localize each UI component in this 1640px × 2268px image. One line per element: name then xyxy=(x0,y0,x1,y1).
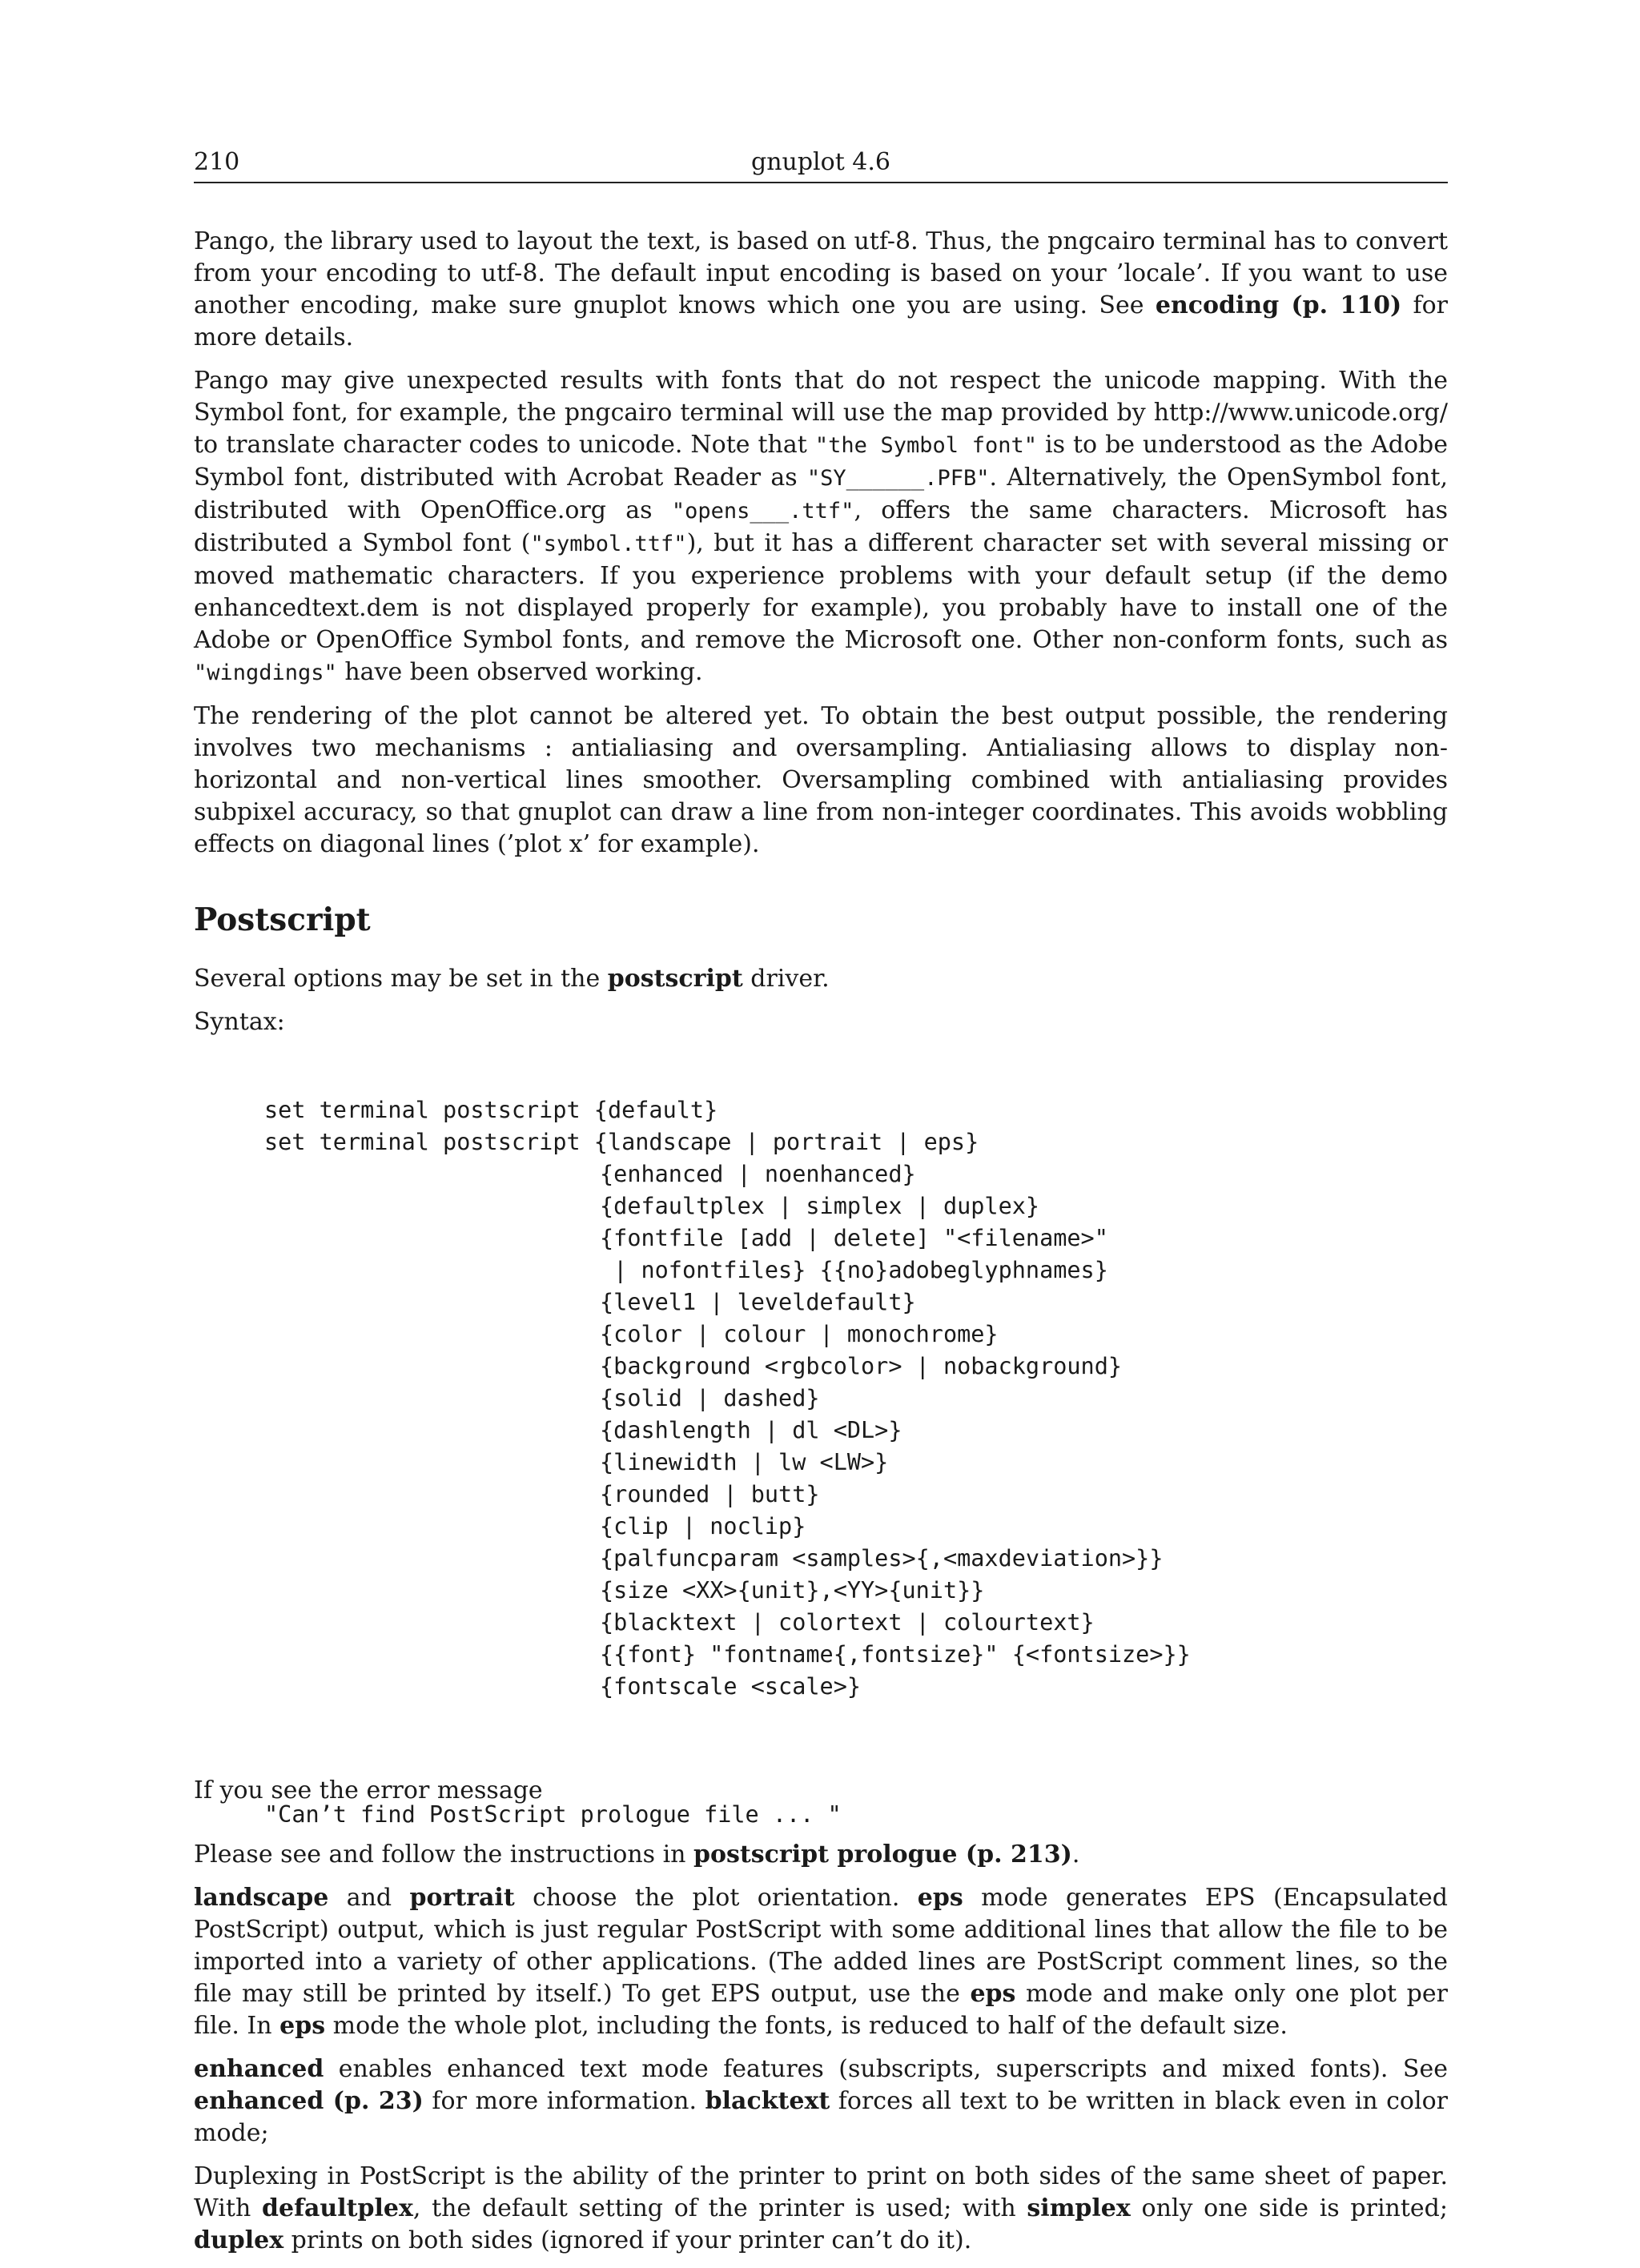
code-line: | nofontfiles} {{no}adobeglyphnames} xyxy=(600,1257,1108,1283)
keyword-eps: eps xyxy=(279,2012,326,2040)
text: Pango, the library used to layout the text, is based on utf-8. Thus, the pngcairo terminal has to convert from your encoding to utf-8. The default input encoding is based on your ’locale’. If you want to use another encoding, make sure gnuplot knows which one you are using. See xyxy=(194,227,1448,319)
section-heading: Postscript xyxy=(194,901,371,938)
keyword-postscript: postscript xyxy=(607,965,743,993)
text: forces all text to be written in black even in color mode; xyxy=(194,2087,1448,2147)
page-number: 210 xyxy=(194,148,240,176)
paragraph-enhanced xyxy=(194,2053,1448,2150)
text: for more information. xyxy=(423,2087,705,2115)
code-line: {fontscale <scale>} xyxy=(600,1673,862,1700)
keyword-duplex: duplex xyxy=(194,2226,284,2254)
text: mode generates EPS (Encapsulated PostScript) output, which is just regular PostScript with some additional lines that allow the file to be imported into a variety of other applications. (The added lines are PostScript comment lines, so the file may still be printed by itself.) To get EPS output, use the xyxy=(194,1884,1449,2008)
paragraph-symbol-font xyxy=(194,365,1448,689)
code-line: "Can’t find PostScript prologue file ... " xyxy=(264,1801,842,1828)
text: . xyxy=(1071,1840,1080,1869)
code-line: {size <XX>{unit},<YY>{unit}} xyxy=(600,1577,985,1604)
text: only one side is printed; xyxy=(1130,2194,1448,2222)
code-line: {solid | dashed} xyxy=(600,1385,820,1411)
code-line: {linewidth | lw <LW>} xyxy=(600,1449,889,1475)
text: Please see and follow the instructions in xyxy=(194,1840,694,1869)
code-line: {fontfile [add | delete] "<filename>" xyxy=(600,1225,1108,1251)
code-line: {rounded | butt} xyxy=(600,1481,820,1507)
keyword-defaultplex: defaultplex xyxy=(262,2194,413,2222)
text: prints on both sides (ignored if your printer can’t do it). xyxy=(283,2226,972,2254)
text: mode and make only one plot per file. In xyxy=(194,1980,1448,2040)
syntax-code-block xyxy=(264,1030,1448,1767)
cross-reference-encoding: encoding (p. 110) xyxy=(1155,291,1402,319)
text: Pango may give unexpected results with fonts that do not respect the unicode mapping. With the Symbol font, for example, the pngcairo terminal will use the map provided by http://www.unicode.org/ to translate character codes to unicode. Note that xyxy=(194,367,1448,459)
text: for more details. xyxy=(194,291,1449,351)
inline-code: "wingdings" xyxy=(194,660,337,685)
keyword-eps: eps xyxy=(970,1980,1016,2008)
cross-reference-prologue: postscript prologue (p. 213) xyxy=(693,1840,1072,1869)
code-line: {{font} "fontname{,fontsize}" {<fontsize>}} xyxy=(600,1641,1191,1668)
paragraph-intro xyxy=(194,963,1448,995)
code-line: {defaultplex | simplex | duplex} xyxy=(600,1193,1040,1219)
keyword-simplex: simplex xyxy=(1027,2194,1131,2222)
paragraph-rendering: The rendering of the plot cannot be altered yet. To obtain the best output possible, the rendering involves two mechanisms : antialiasing and oversampling. Antialiasing allows to display non-horizontal and non-vertical lines smoother. Oversampling combined with antialiasing provides subpixel accuracy, so that gnuplot can draw a line from non-integer coordinates. This avoids wobbling effects on diagonal lines (’plot x’ for example). xyxy=(194,702,1448,858)
text: mode the whole plot, including the fonts, is reduced to half of the default size. xyxy=(325,2012,1288,2040)
page-header xyxy=(194,147,1448,183)
paragraph-orientation xyxy=(194,1882,1448,2042)
inline-code: "symbol.ttf" xyxy=(530,532,687,556)
paragraph-prologue xyxy=(194,1839,1448,1871)
text: enables enhanced text mode features (subscripts, superscripts and mixed fonts). See xyxy=(324,2055,1448,2083)
code-line: {palfuncparam <samples>{,<maxdeviation>}} xyxy=(600,1545,1164,1572)
code-line: {level1 | leveldefault} xyxy=(600,1289,916,1315)
text: have been observed working. xyxy=(336,658,703,686)
code-line: {background <rgbcolor> | nobackground} xyxy=(600,1353,1123,1379)
code-line: {enhanced | noenhanced} xyxy=(600,1161,916,1187)
keyword-portrait: portrait xyxy=(409,1884,515,1912)
text: Several options may be set in the xyxy=(194,965,608,993)
text: . Alternatively, the OpenSymbol font, distributed with OpenOffice.org as xyxy=(194,464,1448,524)
text: choose the plot orientation. xyxy=(514,1884,918,1912)
inline-code: "opens___.ttf" xyxy=(671,499,854,524)
keyword-landscape: landscape xyxy=(194,1884,329,1912)
keyword-eps: eps xyxy=(917,1884,963,1912)
keyword-enhanced: enhanced xyxy=(194,2055,324,2083)
text: , the default setting of the printer is used; with xyxy=(412,2194,1027,2222)
text: driver. xyxy=(742,965,830,993)
inline-code: "the Symbol font" xyxy=(814,433,1038,458)
code-line: {blacktext | colortext | colourtext} xyxy=(600,1609,1095,1636)
text: and xyxy=(328,1884,410,1912)
text: ), but it has a different character set with several missing or moved mathematic characters. If you experience problems with your default setup (if the demo enhancedtext.dem is not displayed properly for example), you probably have to install one of the Adobe or OpenOffice Symbol fonts, and remove the Microsoft one. Other non-conform fonts, such as xyxy=(194,529,1448,654)
text: , offers the same characters. Microsoft has distributed a Symbol font ( xyxy=(194,496,1448,557)
code-line: {clip | noclip} xyxy=(600,1513,806,1539)
paragraph-pango-encoding xyxy=(194,226,1448,354)
error-intro: If you see the error message xyxy=(194,1776,543,1804)
code-line: set terminal postscript {default} xyxy=(264,1097,718,1123)
page-content xyxy=(194,226,1448,2268)
text: Duplexing in PostScript is the ability of the printer to print on both sides of the same sheet of paper. With xyxy=(194,2162,1448,2222)
syntax-label: Syntax: xyxy=(194,1008,285,1036)
keyword-blacktext: blacktext xyxy=(705,2087,830,2115)
running-title: gnuplot 4.6 xyxy=(750,148,890,176)
code-line: {color | colour | monochrome} xyxy=(600,1321,999,1347)
inline-code: "SY______.PFB" xyxy=(806,466,990,491)
code-line: {dashlength | dl <DL>} xyxy=(600,1417,902,1443)
cross-reference-enhanced: enhanced (p. 23) xyxy=(194,2087,424,2115)
paragraph-duplex xyxy=(194,2161,1448,2257)
code-line: set terminal postscript {landscape | portrait | eps} xyxy=(264,1129,979,1155)
text: is to be understood as the Adobe Symbol font, distributed with Acrobat Reader as xyxy=(194,431,1448,492)
error-code-block xyxy=(264,1799,1448,1831)
